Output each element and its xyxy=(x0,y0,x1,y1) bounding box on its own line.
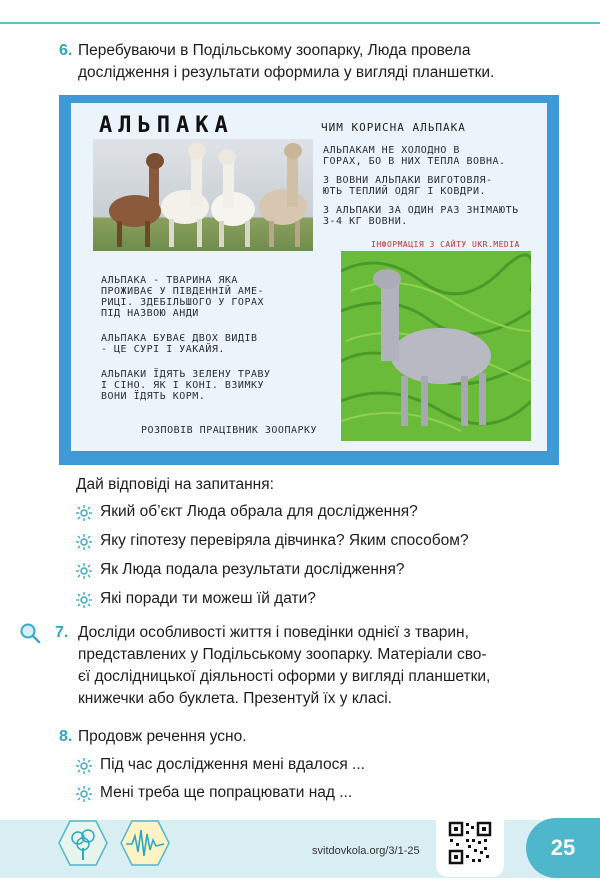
poster-left-line: АЛЬПАКА - ТВАРИНА ЯКА xyxy=(101,275,238,286)
poster-right-line: З ВОВНИ АЛЬПАКИ ВИГОТОВЛЯ- xyxy=(323,175,493,186)
question-text: Як Люда подала результати дослідження? xyxy=(100,561,405,578)
task-7-line: Досліди особливості життя і поведінки однієї з тварин, xyxy=(78,624,469,641)
alpaca-poster xyxy=(59,95,559,465)
sound-wave-icon xyxy=(120,820,170,866)
poster-left-text xyxy=(101,275,331,402)
sun-bullet-icon xyxy=(76,505,92,521)
poster-left-line: АЛЬПАКИ ЇДЯТЬ ЗЕЛЕНУ ТРАВУ xyxy=(101,369,271,380)
task-8-item-text: Під час дослідження мені вдалося ... xyxy=(100,756,365,773)
source-note: ІНФОРМАЦІЯ З САЙТУ UKR.MEDIA xyxy=(371,240,520,249)
sun-bullet-icon xyxy=(76,563,92,579)
poster-right-line: ЮТЬ ТЕПЛИЙ ОДЯГ І КОВДРИ. xyxy=(323,186,487,197)
told-by: РОЗПОВІВ ПРАЦІВНИК ЗООПАРКУ xyxy=(141,425,318,436)
sun-bullet-icon xyxy=(76,786,92,802)
alpaca-photo-icon xyxy=(93,139,313,251)
poster-board xyxy=(71,103,547,451)
poster-left-line: І СІНО. ЯК І КОНІ. ВЗИМКУ xyxy=(101,380,265,391)
task-6-line-2: дослідження і результати оформила у вигляді планшетки. xyxy=(78,64,495,81)
poster-left-line: АЛЬПАКА БУВАЄ ДВОХ ВИДІВ xyxy=(101,333,258,344)
poster-left-line: ВОНИ ЇДЯТЬ КОРМ. xyxy=(101,391,206,402)
task-8-number: 8. xyxy=(59,728,73,745)
tree-icon xyxy=(58,820,108,866)
poster-left-line: РИЦІ. ЗДЕБІЛЬШОГО У ГОРАХ xyxy=(101,297,265,308)
sun-bullet-icon xyxy=(76,534,92,550)
poster-left-line: ПРОЖИВАЄ У ПІВДЕННІЙ АМЕ- xyxy=(101,286,265,297)
task-6-line-1: Перебуваючи в Подільському зоопарку, Люда провела xyxy=(78,42,471,59)
poster-right-line: 3-4 КГ ВОВНИ. xyxy=(323,216,408,227)
task-7-text xyxy=(78,622,490,710)
task-7-line: єї дослідницької діяльності оформи у вигляді планшетки, xyxy=(78,668,491,685)
question-text: Який об’єкт Люда обрала для дослідження? xyxy=(100,503,418,520)
task-8-item-text: Мені треба ще попрацювати над ... xyxy=(100,784,353,801)
poster-left-line: - ЦЕ СУРІ І УАКАЙЯ. xyxy=(101,344,225,355)
alpaca-drawing xyxy=(341,251,531,441)
poster-right-line: З АЛЬПАКИ ЗА ОДИН РАЗ ЗНІМАЮТЬ xyxy=(323,205,519,216)
poster-title: АЛЬПАКА xyxy=(99,113,234,138)
sun-bullet-icon xyxy=(76,592,92,608)
alpaca-photo xyxy=(93,139,313,251)
question-text: Яку гіпотезу перевіряла дівчинка? Яким способом? xyxy=(100,532,469,549)
poster-subtitle: ЧИМ КОРИСНА АЛЬПАКА xyxy=(321,121,466,134)
top-rule xyxy=(0,22,600,24)
page-number: 25 xyxy=(526,818,600,878)
sun-bullet-icon xyxy=(76,758,92,774)
questions-intro: Дай відповіді на запитання: xyxy=(76,476,274,493)
qr-code-icon xyxy=(436,809,504,877)
task-6-number: 6. xyxy=(59,42,73,59)
question-text: Які поради ти можеш їй дати? xyxy=(100,590,316,607)
alpaca-drawing-icon xyxy=(341,251,531,441)
qr-code[interactable] xyxy=(436,809,504,877)
task-6-text xyxy=(78,40,494,84)
task-7-line: представлених у Подільському зоопарку. Матеріали сво- xyxy=(78,646,487,663)
magnifier-icon xyxy=(18,621,42,645)
footer-url[interactable]: svitdovkola.org/3/1-25 xyxy=(312,845,420,857)
poster-right-line: АЛЬПАКАМ НЕ ХОЛОДНО В xyxy=(323,145,460,156)
task-8-intro: Продовж речення усно. xyxy=(78,728,247,745)
poster-right-line: ГОРАХ, БО В НИХ ТЕПЛА ВОВНА. xyxy=(323,156,506,167)
task-7-line: книжечки або буклета. Презентуй їх у класі. xyxy=(78,690,392,707)
poster-right-text xyxy=(323,145,543,227)
poster-left-line: ПІД НАЗВОЮ АНДИ xyxy=(101,308,199,319)
task-7-number: 7. xyxy=(55,624,69,641)
